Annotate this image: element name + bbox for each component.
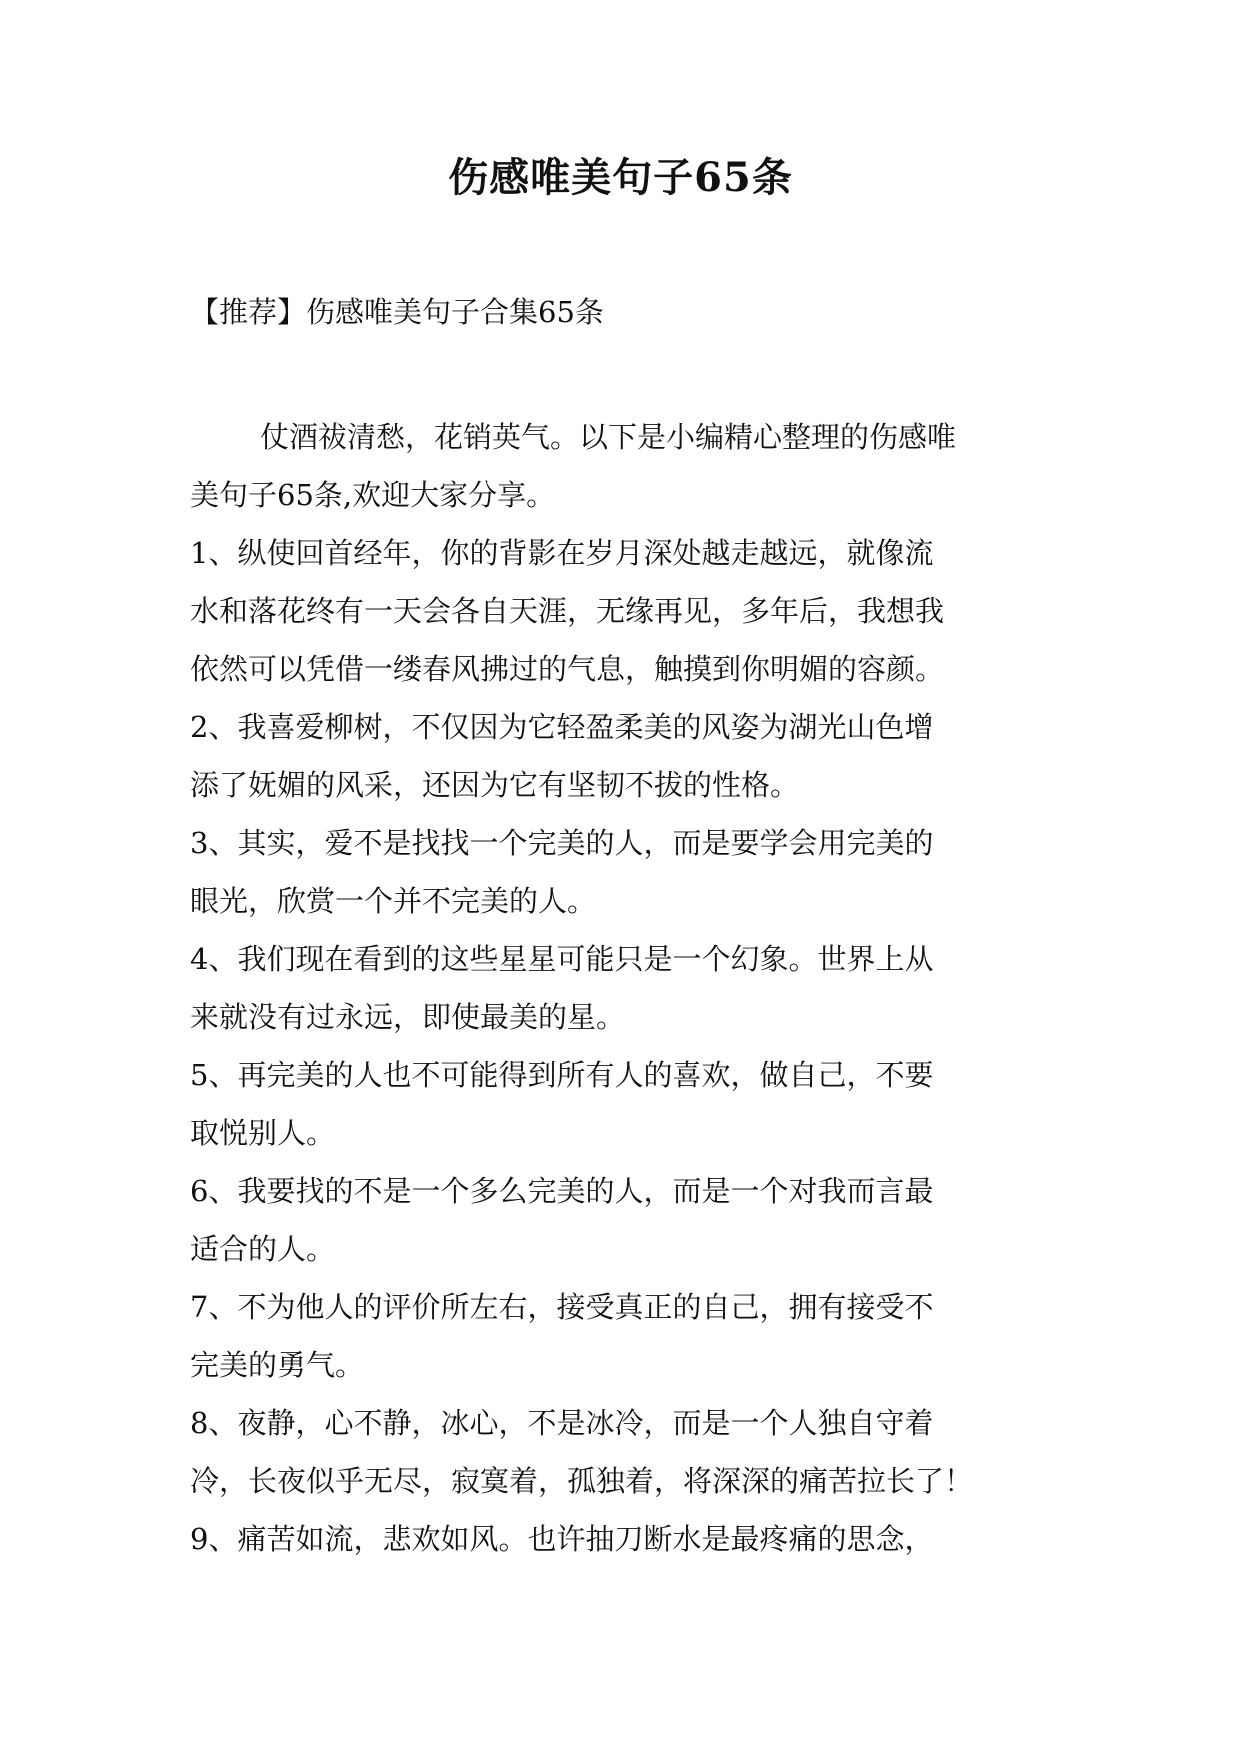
item-1-line-1: 1、纵使回首经年，你的背影在岁月深处越走越远，就像流: [190, 536, 934, 570]
item-7-line-1: 7、不为他人的评价所左右，接受真正的自己，拥有接受不: [190, 1290, 934, 1324]
item-8-line-1: 8、夜静，心不静，冰心，不是冰冷，而是一个人独自守着: [190, 1406, 934, 1440]
item-5-line-2: 取悦别人。: [190, 1116, 336, 1150]
item-3-line-1: 3、其实，爱不是找找一个完美的人，而是要学会用完美的: [190, 826, 934, 860]
item-1-line-2: 水和落花终有一天会各自天涯，无缘再见，多年后，我想我: [190, 594, 945, 628]
document-subtitle: 【推荐】伤感唯美句子合集65条: [190, 295, 604, 329]
item-5-line-1: 5、再完美的人也不可能得到所有人的喜欢，做自己，不要: [190, 1058, 934, 1092]
item-9-line-1: 9、痛苦如流，悲欢如风。也许抽刀断水是最疼痛的思念，: [190, 1522, 934, 1556]
intro-line-2: 美句子65条,欢迎大家分享。: [190, 478, 556, 512]
intro-line-1: 仗酒祓清愁，花销英气。以下是小编精心整理的伤感唯: [260, 420, 957, 454]
item-4-line-1: 4、我们现在看到的这些星星可能只是一个幻象。世界上从: [190, 942, 934, 976]
document-body: [190, 408, 1060, 1568]
item-6-line-2: 适合的人。: [190, 1232, 336, 1266]
item-2-line-2: 添了妩媚的风采，还因为它有坚韧不拔的性格。: [190, 768, 800, 802]
item-8-line-2: 冷，长夜似乎无尽，寂寞着，孤独着，将深深的痛苦拉长了！: [190, 1464, 974, 1498]
item-6-line-1: 6、我要找的不是一个多么完美的人，而是一个对我而言最: [190, 1174, 934, 1208]
item-3-line-2: 眼光，欣赏一个并不完美的人。: [190, 884, 597, 918]
document-title: 伤感唯美句子65条: [448, 154, 793, 201]
item-7-line-2: 完美的勇气。: [190, 1348, 365, 1382]
item-2-line-1: 2、我喜爱柳树，不仅因为它轻盈柔美的风姿为湖光山色增: [190, 710, 934, 744]
item-1-line-3: 依然可以凭借一缕春风拂过的气息，触摸到你明媚的容颜。: [190, 652, 945, 686]
item-4-line-2: 来就没有过永远，即使最美的星。: [190, 1000, 626, 1034]
